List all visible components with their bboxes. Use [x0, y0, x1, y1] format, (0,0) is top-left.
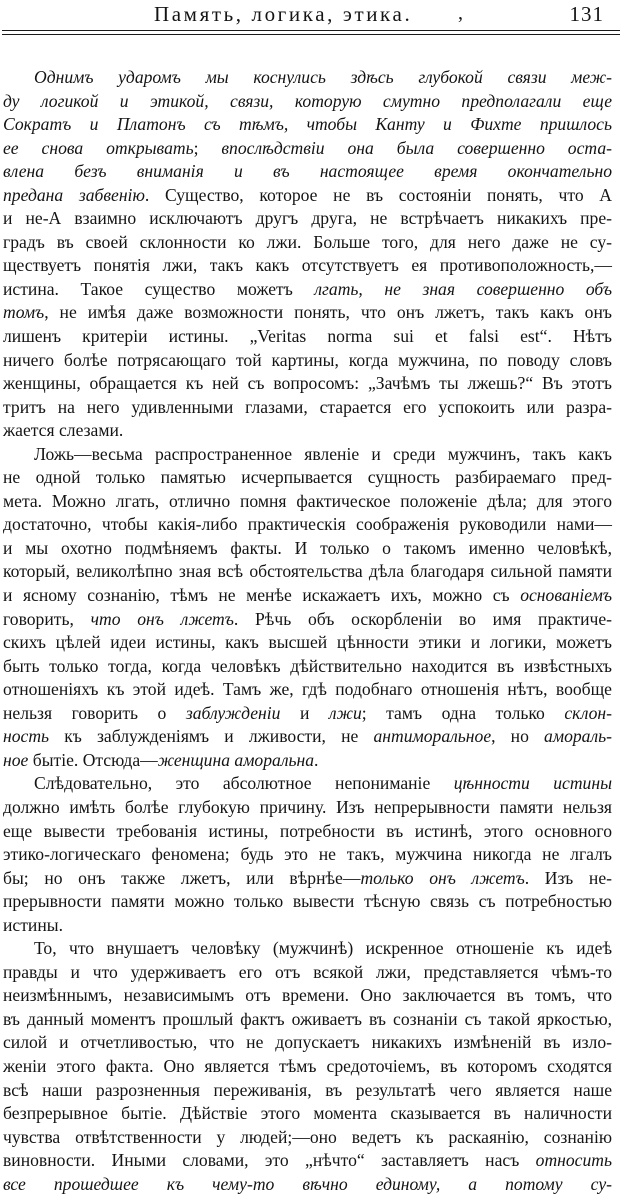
italic-span: антиморальное [373, 726, 492, 747]
text-line [0, 584, 614, 608]
text-span: бы; но онъ также лжетъ, или вѣрнѣе— [3, 867, 361, 888]
text-span: должно имѣть болѣе глубокую причину. Изъ непрерывности памяти нельзя [3, 796, 612, 817]
text-span: еще вывести требованія истины, потребности въ истинѣ, этого основного [3, 820, 612, 841]
body-text [0, 66, 614, 1196]
text-span: ничего болѣе потрясающаго той картины, когда мужчина, по поводу словъ [3, 349, 612, 370]
text-line [0, 1102, 614, 1126]
text-span: истина. Такое существо можетъ [3, 278, 315, 299]
text-line [0, 984, 614, 1008]
text-line [0, 513, 614, 537]
text-line [0, 184, 614, 208]
text-span: , не имѣя даже возможности понять, что онъ лжетъ, такъ какъ онъ [44, 302, 612, 323]
text-span: и ясному сознанію, тѣмъ не менѣе искажаетъ ихъ, можно съ [3, 585, 521, 606]
text-line [0, 254, 614, 278]
italic-span: Сократъ и Платонъ съ тѣмъ, чтобы Канту и Фихте пришлось [3, 114, 612, 135]
text-span: быть только тогда, когда человѣкъ дѣйствительно находится въ извѣстныхъ [3, 655, 612, 676]
text-line [0, 466, 614, 490]
italic-span: ду логикой и этикой, связи, которую смутно предполагали еще [3, 90, 612, 111]
text-span: не одной только памятью исчерпывается сущность разбираемаго пред- [3, 467, 612, 488]
text-span: въ данный моментъ прошлый фактъ оживаетъ въ сознаніи съ такой яркостью, [3, 1008, 612, 1029]
text-line [0, 349, 614, 373]
text-span: тритъ на него удивленными глазами, старается его успокоить или разра- [3, 396, 612, 417]
italic-span: что онъ лжетъ [90, 608, 234, 629]
text-line [0, 231, 614, 255]
text-line [0, 867, 614, 891]
text-line [0, 160, 614, 184]
text-line [0, 843, 614, 867]
text-span: и мы охотно подмѣняемъ факты. И только о такомъ именно человѣкѣ, [3, 537, 612, 558]
text-span: силой и отчетливостью, что не допускаетъ никакихъ измѣненій въ изло- [3, 1032, 612, 1053]
text-span: . Изъ не- [524, 867, 612, 888]
text-span: бытіе. Отсюда— [28, 749, 158, 770]
italic-span: амораль- [544, 726, 612, 747]
text-line [0, 443, 614, 467]
text-span: женщины, обращается къ ней съ вопросомъ: „Зачѣмъ ты лжешь?“ Въ этотъ [3, 373, 612, 394]
text-span: нельзя говорить о [3, 702, 186, 723]
italic-span: все прошедшее къ чему-то вѣчно единому, а потому су- [3, 1173, 612, 1194]
text-span: градъ въ своей склонности ко лжи. Больше того, для него даже не су- [3, 231, 612, 252]
text-line [0, 1149, 614, 1173]
text-line [0, 1031, 614, 1055]
page-number: 131 [569, 2, 604, 26]
text-line [0, 1126, 614, 1150]
text-line [0, 796, 614, 820]
text-line [0, 325, 614, 349]
text-line [0, 419, 614, 443]
text-span: отношеніяхъ къ этой идеѣ. Тамъ же, гдѣ подобнаго отношенія нѣтъ, вообще [3, 679, 612, 700]
text-span: , но [491, 726, 545, 747]
text-line [0, 301, 614, 325]
text-span: неизмѣннымъ, независимымъ отъ времени. Оно заключается въ томъ, что [3, 985, 612, 1006]
running-head [6, 2, 614, 28]
text-line [0, 725, 614, 749]
text-span: который, великолѣпно зная всѣ обстоятельства дѣла благодаря сильной памяти [3, 561, 612, 582]
text-line [0, 278, 614, 302]
text-line [0, 1055, 614, 1079]
text-span: всѣ наши разрозненныя переживанія, въ результатѣ чего является наше [3, 1079, 612, 1100]
text-line [0, 678, 614, 702]
text-line [0, 490, 614, 514]
text-line [0, 937, 614, 961]
text-span: Слѣдовательно, это абсолютное непониманіе [34, 773, 454, 794]
text-line [0, 1079, 614, 1103]
text-span: То, что внушаетъ человѣку (мужчинѣ) искренное отношеніе къ идеѣ [34, 938, 612, 959]
text-span: . Рѣчь объ оскорбленіи во имя практиче- [233, 608, 612, 629]
text-line [0, 113, 614, 137]
running-head-mark: , [458, 2, 463, 24]
text-span: . Существо, которое не въ состояніи понять, что А [144, 184, 613, 205]
text-span: къ заблужденіямъ и лживости, не [49, 726, 374, 747]
italic-span: ность [3, 726, 50, 747]
text-span: Ложь—весьма распространенное явленіе и среди мужчинъ, такъ какъ [34, 443, 612, 464]
text-span: лишенъ критеріи истины. „Veritas norma sui et falsi est“. Нѣтъ [3, 326, 612, 347]
italic-span: томъ [3, 302, 45, 323]
text-line [0, 702, 614, 726]
text-span: ; [193, 137, 222, 158]
text-span: достаточно, чтобы какія-либо практическія соображенія руководили нами— [3, 514, 612, 535]
italic-span: относить [535, 1150, 612, 1171]
text-span: и [280, 702, 329, 723]
text-line [0, 961, 614, 985]
italic-span: основаніемъ [520, 585, 612, 606]
text-span: истины. [3, 914, 63, 935]
text-line [0, 890, 614, 914]
text-line [0, 66, 614, 90]
text-span: виновности. Иными словами, это „нѣчто“ заставляетъ насъ [3, 1150, 536, 1171]
text-span: жается слезами. [3, 420, 124, 441]
text-span: прерывности памяти можно только вывести тѣсную связь съ потребностью [3, 891, 612, 912]
text-line [0, 207, 614, 231]
text-line [0, 631, 614, 655]
text-span: ществуетъ понятія лжи, такъ какъ отсутствуетъ ея противоположность,— [3, 255, 612, 276]
italic-span: заблужденіи [185, 702, 281, 723]
italic-span: только онъ лжетъ [360, 867, 525, 888]
text-span: женіи этого факта. Оно является тѣмъ средоточіемъ, въ которомъ сходятся [3, 1055, 612, 1076]
italic-span: впослѣдствіи она была совершенно оста- [221, 137, 612, 158]
italic-span: склон- [564, 702, 613, 723]
text-span: чувства отвѣтственности у людей;—оно ведетъ къ раскаянію, сознанію [3, 1126, 612, 1147]
text-line [0, 772, 614, 796]
text-line [0, 1008, 614, 1032]
italic-span: женщина аморальна [157, 749, 315, 770]
italic-span: лжи [328, 702, 362, 723]
text-span: . [314, 749, 319, 770]
italic-span: ее снова открывать [3, 137, 194, 158]
text-line [0, 90, 614, 114]
italic-span: лгать, не зная совершенно объ [314, 278, 612, 299]
text-span: ; тамъ одна только [361, 702, 565, 723]
text-span: говорить, [3, 608, 91, 629]
text-line [0, 137, 614, 161]
italic-span: цѣнности истины [453, 773, 612, 794]
text-span: и не-А взаимно исключаютъ другъ друга, не встрѣчаетъ никакихъ пре- [3, 208, 612, 229]
text-line [0, 1173, 614, 1196]
text-line [0, 372, 614, 396]
text-line [0, 820, 614, 844]
text-span: этико-логическаго феномена; будь это не такъ, мужчина никогда не лгалъ [3, 844, 612, 865]
text-line [0, 655, 614, 679]
header-rule-top [2, 30, 620, 31]
text-span: правды и что удерживаетъ его отъ всякой лжи, представляется чѣмъ-то [3, 961, 612, 982]
header-rule-bottom [2, 34, 620, 35]
italic-span: ное [3, 749, 29, 770]
italic-span: влена безъ вниманія и въ настоящее время окончательно [3, 161, 612, 182]
text-span: безпрерывное бытіе. Дѣйствіе этого момента сказывается въ наличности [3, 1103, 612, 1124]
italic-span: предана забвенію [3, 184, 145, 205]
text-line [0, 749, 614, 773]
text-span: скихъ цѣлей идеи истины, какъ высшей цѣнности этики и логики, можетъ [3, 632, 612, 653]
text-line [0, 608, 614, 632]
text-span: мета. Можно лгать, отлично помня фактическое положеніе дѣла; для этого [3, 490, 612, 511]
text-line [0, 914, 614, 938]
text-line [0, 396, 614, 420]
running-head-title: Память, логика, этика. [154, 2, 413, 26]
text-line [0, 560, 614, 584]
italic-span: Однимъ ударомъ мы коснулись здѣсь глубокой связи меж- [34, 67, 612, 87]
text-line [0, 537, 614, 561]
